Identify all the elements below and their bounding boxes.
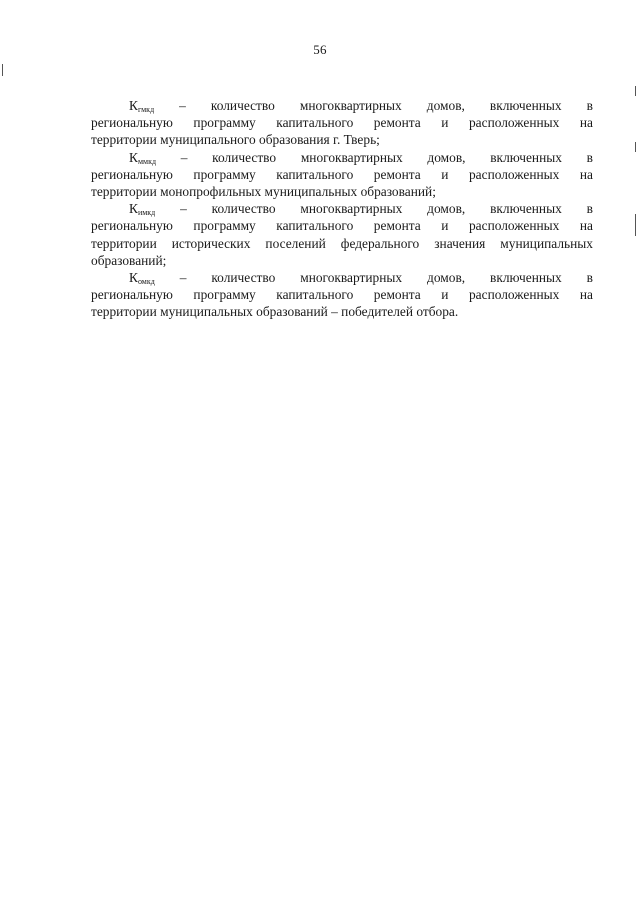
text-line-last: территории муниципального образования г. Тверь; bbox=[91, 132, 380, 148]
symbol-letter: К bbox=[129, 201, 138, 217]
text-line: региональную программу капитального ремонта и расположенных на bbox=[91, 166, 593, 182]
text-line: региональную программу капитального ремонта и расположенных на bbox=[91, 115, 593, 131]
coefficient-symbol bbox=[129, 97, 154, 114]
word: домов, bbox=[426, 98, 465, 113]
word: многоквартирных bbox=[300, 270, 403, 286]
scan-edge-mark bbox=[635, 142, 636, 152]
symbol-letter: К bbox=[129, 270, 138, 286]
dash: – bbox=[179, 98, 186, 113]
entry-first-line bbox=[91, 269, 593, 286]
dash: – bbox=[179, 270, 187, 286]
text-line: региональную программу капитального ремонта и расположенных на bbox=[91, 218, 593, 234]
text-line-last: территории монопрофильных муниципальных образований; bbox=[91, 184, 436, 200]
symbol-subscript: омкд bbox=[137, 277, 155, 287]
text-line: региональную программу капитального ремонта и расположенных на bbox=[91, 287, 593, 303]
symbol-letter: К bbox=[129, 149, 138, 165]
word: количество bbox=[211, 201, 276, 217]
coefficient-symbol bbox=[129, 149, 156, 166]
entry-first-line bbox=[91, 200, 593, 217]
word: количество bbox=[211, 270, 276, 286]
page-number: 56 bbox=[313, 42, 327, 57]
definition-entry bbox=[91, 269, 593, 321]
word: количество bbox=[212, 149, 277, 165]
symbol-subscript: имкд bbox=[137, 208, 156, 218]
word: количество bbox=[210, 98, 275, 113]
definition-list bbox=[91, 97, 593, 321]
text-line: территории исторических поселений федерального значения муниципальных bbox=[91, 235, 593, 251]
text-line-last: образований; bbox=[91, 252, 167, 268]
word: включенных bbox=[490, 270, 562, 286]
document-body bbox=[91, 97, 593, 321]
definition-entry bbox=[91, 200, 593, 269]
word: в bbox=[586, 149, 593, 165]
word: домов, bbox=[427, 201, 466, 217]
definition-entry bbox=[91, 97, 593, 149]
word: включенных bbox=[490, 149, 562, 165]
word: домов, bbox=[427, 149, 466, 165]
text-line-last: территории муниципальных образований – победителей отбора. bbox=[91, 304, 459, 320]
word: многоквартирных bbox=[300, 149, 403, 165]
dash: – bbox=[180, 201, 187, 217]
symbol-subscript: гмкд bbox=[137, 105, 155, 114]
entry-first-line bbox=[91, 97, 593, 114]
coefficient-symbol bbox=[129, 269, 155, 286]
word: включенных bbox=[490, 201, 562, 217]
word: многоквартирных bbox=[299, 98, 402, 113]
coefficient-symbol bbox=[129, 200, 155, 217]
dash: – bbox=[180, 149, 188, 165]
word: многоквартирных bbox=[300, 201, 403, 217]
word: в bbox=[586, 270, 593, 286]
symbol-subscript: ммкд bbox=[137, 156, 157, 166]
definition-entry bbox=[91, 149, 593, 201]
entry-first-line bbox=[91, 149, 593, 166]
scan-edge-mark bbox=[635, 214, 636, 236]
word: в bbox=[586, 98, 593, 113]
scan-edge-mark bbox=[2, 64, 3, 76]
word: включенных bbox=[489, 98, 562, 113]
word: домов, bbox=[427, 270, 466, 286]
scan-edge-mark bbox=[635, 86, 636, 96]
word: в bbox=[586, 201, 593, 217]
symbol-letter: К bbox=[129, 98, 138, 113]
